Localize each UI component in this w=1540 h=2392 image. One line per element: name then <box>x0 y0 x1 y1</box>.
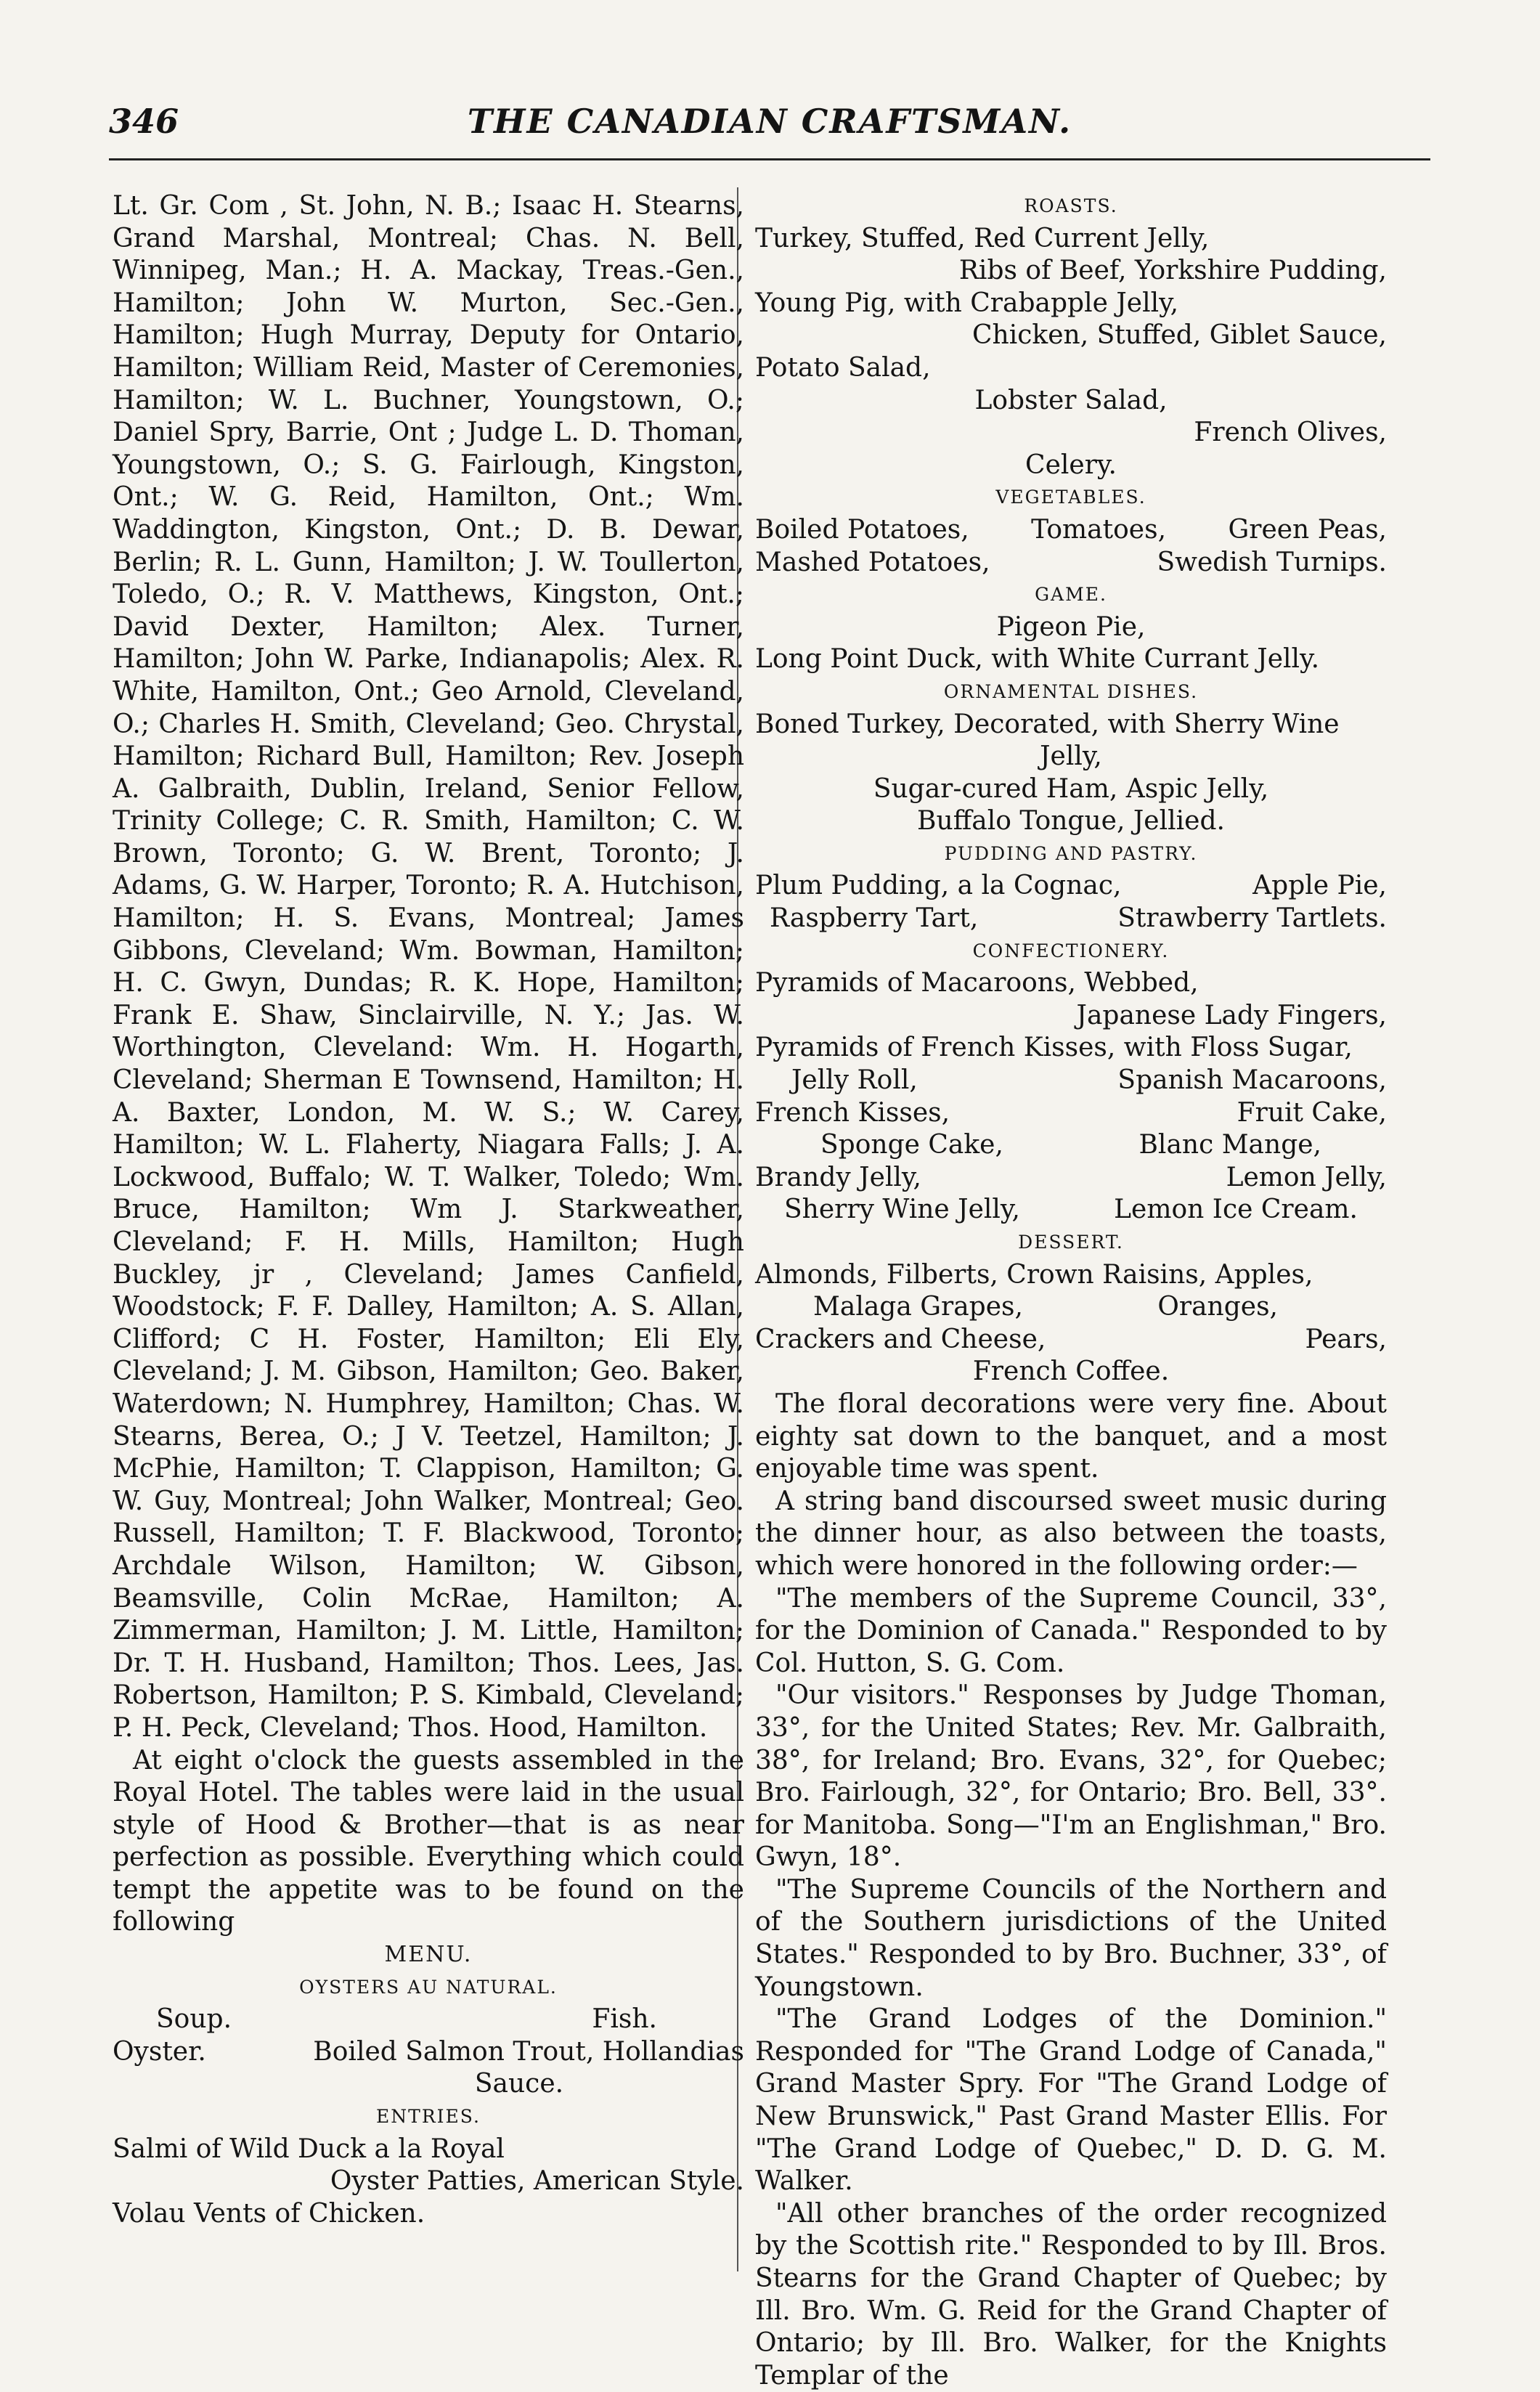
vegetables-heading: VEGETABLES. <box>995 487 1146 508</box>
menu-item: French Coffee. <box>972 1356 1170 1387</box>
toast-paragraph: "The members of the Supreme Council, 33°, for the Dominion of Canada." Responded to by Col. Hutton, S. G. Com. <box>755 1583 1387 1678</box>
menu-item: Malaga Grapes, <box>813 1292 1023 1322</box>
menu-item: Tomatoes, <box>1031 514 1167 545</box>
entry-item: Oyster Patties, American Style. <box>330 2166 744 2197</box>
toast-paragraph: "The Supreme Councils of the Northern and of the Southern jurisdictions of the United States." Responded to by Bro. Buchner, 33°, of Youngstown. <box>755 1874 1387 2002</box>
entry-item: Volau Vents of Chicken. <box>113 2198 425 2229</box>
soup-item: Oyster. <box>113 2036 206 2067</box>
menu-item: Apple Pie, <box>1252 871 1387 901</box>
menu-item: Young Pig, with Crabapple Jelly, <box>755 288 1179 318</box>
toast-paragraph: "All other branches of the order recognized by the Scottish rite." Responded to by Ill. Bros. Stearns for the Grand Chapter of Quebec; by Ill. Bro. Wm. G. Reid for the Grand Chapter of Ontario; by Ill. Bro. Walker, for the Knights Templar of the <box>755 2198 1387 2391</box>
menu-item: Raspberry Tart, <box>770 903 979 934</box>
left-column <box>113 190 744 2230</box>
page-number: 346 <box>109 102 179 141</box>
roasts-heading: ROASTS. <box>1024 195 1118 216</box>
menu-item: Japanese Lady Fingers, <box>1076 1000 1387 1030</box>
attendee-list-paragraph: Lt. Gr. Com , St. John, N. B.; Isaac H. Stearns, Grand Marshal, Montreal; Chas. N. Bell, Winnipeg, Man.; H. A. Mackay, Treas.-Gen., Hamilton; John W. Murton, Sec.-Gen., Hamilton; Hugh Murray, Deputy for Ontario, Hamilton; William Reid, Master of Ceremonies, Hamilton; W. L. Buchner, Youngstown, O.; Daniel Spry, Barrie, Ont ; Judge L. D. Thoman, Youngstown, O.; S. G. Fairlough, Kingston, Ont.; W. G. Reid, Hamilton, Ont.; Wm. Waddington, Kingston, Ont.; D. B. Dewar, Berlin; R. L. Gunn, Hamilton; J. W. Toullerton, Toledo, O.; R. V. Matthews, Kingston, Ont.; David Dexter, Hamilton; Alex. Turner, Hamilton; John W. Parke, Indianapolis; Alex. R. White, Hamilton, Ont.; Geo Arnold, Cleveland, O.; Charles H. Smith, Cleveland; Geo. Chrystal, Hamilton; Richard Bull, Hamilton; Rev. Joseph A. Galbraith, Dublin, Ireland, Senior Fellow, Trinity College; C. R. Smith, Hamilton; C. W. Brown, Toronto; G. W. Brent, Toronto; J. Adams, G. W. Harper, Toronto; R. A. Hutchison, Hamilton; H. S. Evans, Montreal; James Gibbons, Cleveland; Wm. Bowman, Hamilton; H. C. Gwyn, Dundas; R. K. Hope, Hamilton; Frank E. Shaw, Sinclairville, N. Y.; Jas. W. Worthington, Cleveland: Wm. H. Hogarth, Cleveland; Sherman E Townsend, Hamilton; H. A. Baxter, London, M. W. S.; W. Carey, Hamilton; W. L. Flaherty, Niagara Falls; J. A. Lockwood, Buffalo; W. T. Walker, Toledo; Wm. Bruce, Hamilton; Wm J. Starkweather, Cleveland; F. H. Mills, Hamilton; Hugh Buckley, jr , Cleveland; James Canfield, Woodstock; F. F. Dalley, Hamilton; A. S. Allan, Clifford; C H. Foster, Hamilton; Eli Ely, Cleveland; J. M. Gibson, Hamilton; Geo. Baker, Waterdown; N. Humphrey, Hamilton; Chas. W. Stearns, Berea, O.; J V. Teetzel, Hamilton; J. McPhie, Hamilton; T. Clappison, Hamilton; G. W. Guy, Montreal; John Walker, Montreal; Geo. Russell, Hamilton; T. F. Blackwood, Toronto; Archdale Wilson, Hamilton; W. Gibson, Beamsville, Colin McRae, Hamilton; A. Zimmerman, Hamilton; J. M. Little, Hamilton; Dr. T. H. Husband, Hamilton; Thos. Lees, Jas. Robertson, Hamilton; P. S. Kimbald, Cleveland; P. H. Peck, Cleveland; Thos. Hood, Hamilton. <box>113 191 744 1743</box>
menu-row <box>755 514 1387 547</box>
menu-row <box>755 1162 1387 1195</box>
confectionery-heading: CONFECTIONERY. <box>972 940 1170 961</box>
menu-item: Sugar-cured Ham, Aspic Jelly, <box>873 773 1269 804</box>
soup-label: Soup. <box>156 2004 232 2035</box>
menu-item: Pears, <box>1305 1324 1387 1354</box>
menu-item: French Olives, <box>1194 418 1387 448</box>
menu-heading: MENU. <box>384 1942 473 1968</box>
menu-item: Blanc Mange, <box>1138 1130 1321 1160</box>
menu-item: Jelly, <box>1040 741 1102 772</box>
menu-row <box>755 870 1387 903</box>
menu-item: Fruit Cake, <box>1237 1097 1387 1128</box>
menu-item: French Kisses, <box>755 1097 950 1128</box>
menu-item: Long Point Duck, with White Currant Jelly. <box>755 644 1320 675</box>
menu-item: Lemon Ice Cream. <box>1114 1195 1358 1225</box>
menu-row <box>755 1194 1387 1226</box>
dessert-heading: DESSERT. <box>1018 1232 1124 1253</box>
running-title: THE CANADIAN CRAFTSMAN. <box>467 102 1072 141</box>
menu-row <box>755 1129 1387 1162</box>
menu-item: Sponge Cake, <box>820 1130 1003 1160</box>
page-header <box>109 102 1430 152</box>
menu-item: Jelly Roll, <box>791 1065 918 1096</box>
fish-item: Boiled Salmon Trout, Hollandias <box>313 2036 744 2067</box>
oysters-heading: OYSTERS AU NATURAL. <box>299 1976 558 1998</box>
string-band-paragraph: A string band discoursed sweet music during the dinner hour, as also between the toasts, which were honored in the following order:— <box>755 1486 1387 1581</box>
menu-item: Buffalo Tongue, Jellied. <box>917 806 1225 837</box>
menu-item: Pyramids of French Kisses, with Floss Sugar, <box>755 1033 1353 1063</box>
menu-row <box>755 1291 1387 1324</box>
menu-item: Green Peas, <box>1228 514 1387 545</box>
menu-item: Swedish Turnips. <box>1157 547 1387 577</box>
header-rule <box>109 158 1430 160</box>
menu-item: Strawberry Tartlets. <box>1117 903 1387 934</box>
game-heading: GAME. <box>1035 584 1107 606</box>
entries-heading: ENTRIES. <box>376 2106 481 2128</box>
pudding-heading: PUDDING AND PASTRY. <box>944 842 1198 864</box>
menu-item: Sherry Wine Jelly, <box>784 1195 1020 1225</box>
menu-item: Boned Turkey, Decorated, with Sherry Wine <box>755 709 1340 739</box>
menu-item: Brandy Jelly, <box>755 1162 921 1192</box>
menu-item: Oranges, <box>1157 1292 1278 1322</box>
menu-row <box>755 1324 1387 1356</box>
menu-item: Mashed Potatoes, <box>755 547 990 577</box>
menu-row <box>755 1065 1387 1097</box>
menu-item: Pyramids of Macaroons, Webbed, <box>755 968 1199 998</box>
menu-item: Celery. <box>1025 449 1117 480</box>
fish-item-sauce: Sauce. <box>474 2069 564 2099</box>
menu-item: Pigeon Pie, <box>996 611 1146 642</box>
soup-fish-labels <box>113 2003 744 2036</box>
menu-item: Spanish Macaroons, <box>1117 1065 1387 1096</box>
floral-paragraph: The floral decorations were very fine. About eighty sat down to the banquet, and a most enjoyable time was spent. <box>755 1388 1387 1484</box>
entry-item: Salmi of Wild Duck a la Royal <box>113 2133 505 2164</box>
menu-item: Chicken, Stuffed, Giblet Sauce, <box>972 320 1387 351</box>
banquet-paragraph: At eight o'clock the guests assembled in the Royal Hotel. The tables were laid in the usual style of Hood & Brother—that is as near perfection as possible. Everything which could tempt the appetite was to be found on the following <box>113 1745 744 1937</box>
menu-item: Crackers and Cheese, <box>755 1324 1046 1354</box>
toast-paragraph: "The Grand Lodges of the Dominion." Responded for "The Grand Lodge of Canada," Grand Master Spry. For "The Grand Lodge of New Brunswick," Past Grand Master Ellis. For "The Grand Lodge of Quebec," D. D. G. M. Walker. <box>755 2004 1387 2197</box>
menu-item: Potato Salad, <box>755 352 931 383</box>
menu-row <box>755 1097 1387 1130</box>
ornamental-heading: ORNAMENTAL DISHES. <box>943 680 1199 702</box>
menu-item: Turkey, Stuffed, Red Current Jelly, <box>755 223 1210 253</box>
menu-item: Ribs of Beef, Yorkshire Pudding, <box>958 256 1387 286</box>
menu-row <box>755 903 1387 935</box>
menu-item: Plum Pudding, a la Cognac, <box>755 871 1122 901</box>
menu-item: Lobster Salad, <box>974 385 1168 415</box>
menu-item: Almonds, Filberts, Crown Raisins, Apples, <box>755 1259 1313 1290</box>
fish-label: Fish. <box>592 2004 657 2035</box>
menu-item: Boiled Potatoes, <box>755 514 969 545</box>
soup-fish-items <box>113 2036 744 2069</box>
right-column <box>755 190 1387 2392</box>
menu-row <box>755 547 1387 579</box>
toast-paragraph: "Our visitors." Responses by Judge Thoman, 33°, for the United States; Rev. Mr. Galbraith, 38°, for Ireland; Bro. Evans, 32°, for Quebec; Bro. Fairlough, 32°, for Ontario; Bro. Bell, 33°. for Manitoba. Song—"I'm an Englishman," Bro. Gwyn, 18°. <box>755 1680 1387 1873</box>
menu-item: Lemon Jelly, <box>1226 1162 1387 1192</box>
